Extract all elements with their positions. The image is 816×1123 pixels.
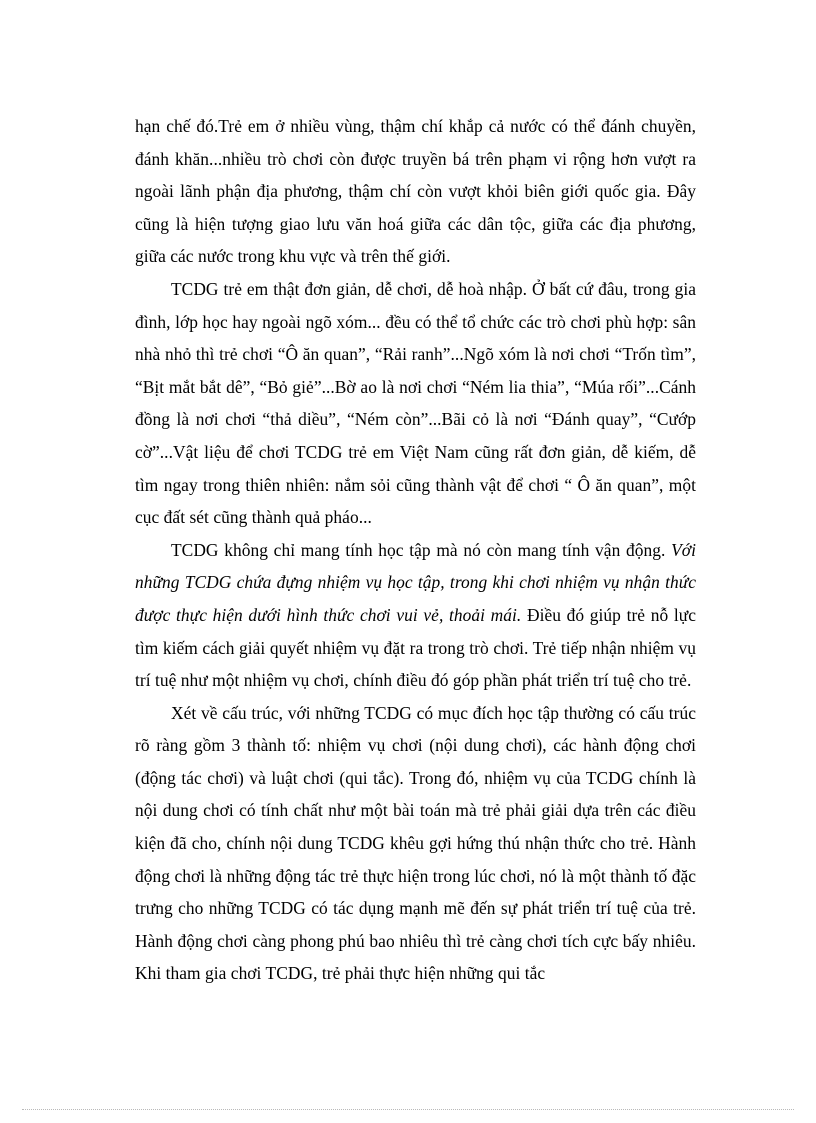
paragraph-1-text: hạn chế đó.Trẻ em ở nhiều vùng, thậm chí khắp cả nước có thể đánh chuyền, đánh khăn...nhiều trò chơi còn được truyền bá trên phạm vi rộng hơn vượt ra ngoài lãnh phận địa phương, thậm chí còn vượt khỏi biên giới quốc gia. Đây cũng là hiện tượng giao lưu văn hoá giữa các dân tộc, giữa các địa phương, giữa các nước trong khu vực và trên thế giới.: [135, 116, 696, 267]
paragraph-3-italic-text: Với những TCDG chứa đựng nhiệm vụ học tập, trong khi chơi nhiệm vụ nhận thức được thực hiện dưới hình thức chơi vui vẻ, thoải mái.: [135, 539, 696, 625]
paragraph-4-text: Xét về cấu trúc, với những TCDG có mục đích học tập thường có cấu trúc rõ ràng gồm 3 thành tố: nhiệm vụ chơi (nội dung chơi), các hành động chơi (động tác chơi) và luật chơi (qui tắc). Trong đó, nhiệm vụ của TCDG chính là nội dung chơi có tính chất như một bài toán mà trẻ phải giải dựa trên các điều kiện đã cho, chính nội dung TCDG khêu gợi hứng thú nhận thức cho trẻ. Hành động chơi là những động tác trẻ thực hiện trong lúc chơi, nó là một thành tố đặc trưng cho những TCDG có tác dụng mạnh mẽ đến sự phát triển trí tuệ của trẻ. Hành động chơi càng phong phú bao nhiêu thì trẻ càng chơi tích cực bấy nhiêu. Khi tham gia chơi TCDG, trẻ phải thực hiện những qui tắc: [135, 702, 696, 984]
document-page: [135, 110, 696, 990]
footer-divider: [22, 1109, 794, 1110]
paragraph-3-text-tail: Điều đó giúp trẻ nỗ lực tìm kiếm cách giải quyết nhiệm vụ đặt ra trong trò chơi. Trẻ tiếp nhận nhiệm vụ trí tuệ như một nhiệm vụ chơi, chính điều đó góp phần phát triển trí tuệ cho trẻ.: [135, 604, 697, 691]
paragraph-1: [135, 110, 696, 273]
paragraph-4: [135, 697, 696, 990]
paragraph-3-text-lead: TCDG không chỉ mang tính học tập mà nó còn mang tính vận động.: [171, 539, 672, 560]
paragraph-2: [135, 273, 696, 534]
paragraph-2-text: TCDG trẻ em thật đơn giản, dễ chơi, dễ hoà nhập. Ở bất cứ đâu, trong gia đình, lớp học hay ngoài ngõ xóm... đều có thể tổ chức các trò chơi phù hợp: sân nhà nhỏ thì trẻ chơi “Ô ăn quan”, “Rải ranh”...Ngõ xóm là nơi chơi “Trốn tìm”, “Bịt mắt bắt dê”, “Bỏ giẻ”...Bờ ao là nơi chơi “Ném lia thia”, “Múa rối”...Cánh đồng là nơi chơi “thả diều”, “Ném còn”...Bãi cỏ là nơi “Đánh quay”, “Cướp cờ”...Vật liệu để chơi TCDG trẻ em Việt Nam cũng rất đơn giản, dễ kiếm, dễ tìm ngay trong thiên nhiên: nắm sỏi cũng thành vật để chơi “ Ô ăn quan”, một cục đất sét cũng thành quả pháo...: [135, 278, 696, 528]
paragraph-3: [135, 534, 696, 697]
